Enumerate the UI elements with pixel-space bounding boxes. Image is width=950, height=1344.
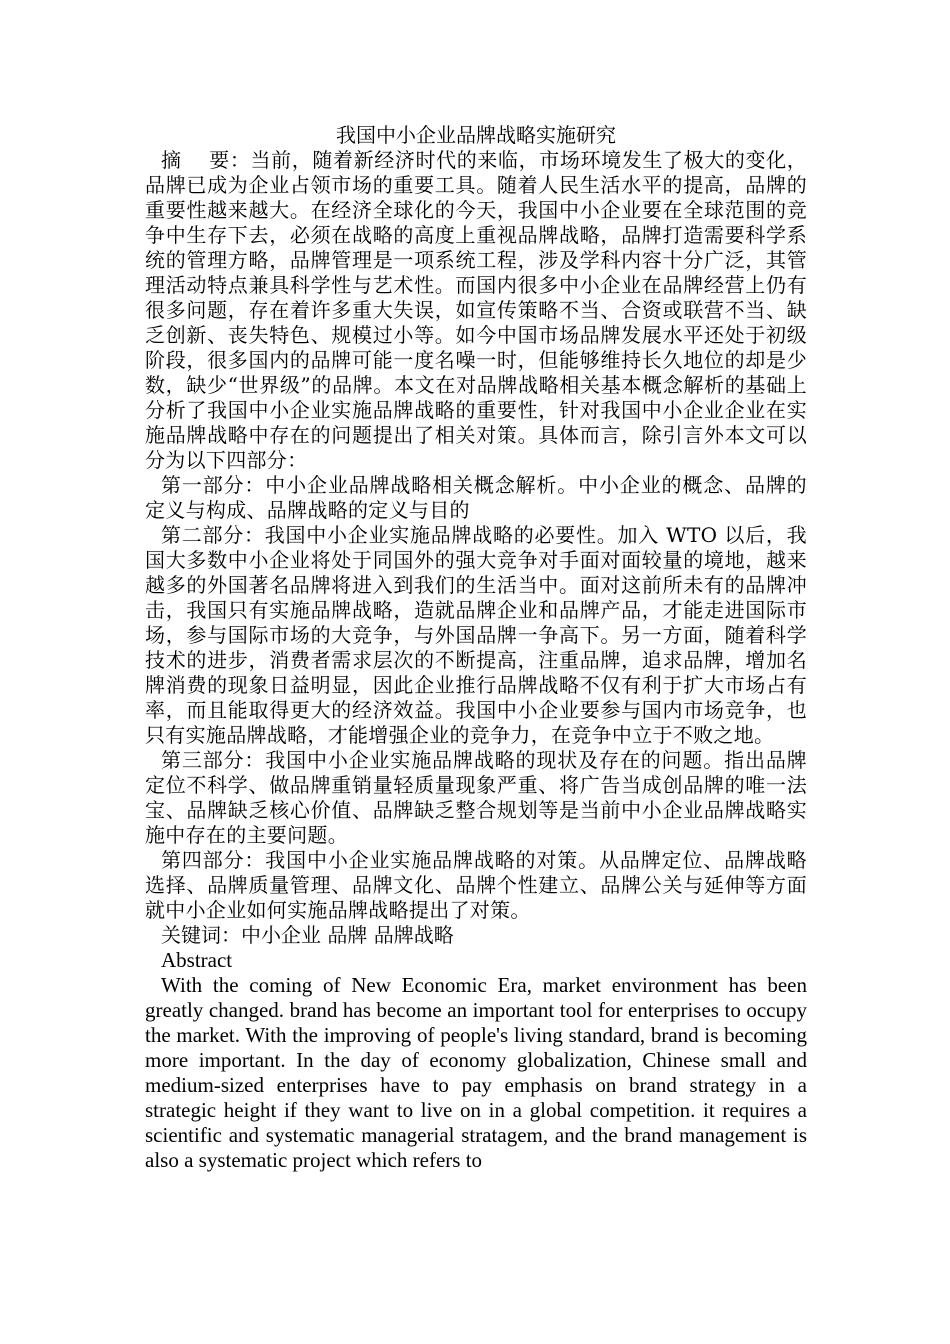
part-two-paragraph: 第二部分：我国中小企业实施品牌战略的必要性。加入 WTO 以后，我国大多数中小企业将处于同国外的强大竞争对手面对面较量的境地，越来越多的外国著名品牌将进入到我们的生活当中。面对这前所未有的品牌冲击，我国只有实施品牌战略，造就品牌企业和品牌产品，才能走进国际市场，参与国际市场的大竞争，与外国品牌一争高下。另一方面，随着科学技术的进步，消费者需求层次的不断提高，注重品牌，追求品牌，增加名牌消费的现象日益明显，因此企业推行品牌战略不仅有利于扩大市场占有率，而且能取得更大的经济效益。我国中小企业要参与国内市场竞争，也只有实施品牌战略，才能增强企业的竞争力，在竞争中立于不败之地。 [145,523,807,747]
part-one-paragraph: 第一部分：中小企业品牌战略相关概念解析。中小企业的概念、品牌的定义与构成、品牌战略的定义与目的 [145,473,807,522]
document-title: 我国中小企业品牌战略实施研究 [336,123,616,147]
part-four-paragraph: 第四部分：我国中小企业实施品牌战略的对策。从品牌定位、品牌战略选择、品牌质量管理、品牌文化、品牌个性建立、品牌公关与延伸等方面就中小企业如何实施品牌战略提出了对策。 [145,848,807,922]
abstract-cn-paragraph: 摘 要：当前，随着新经济时代的来临，市场环境发生了极大的变化，品牌已成为企业占领市场的重要工具。随着人民生活水平的提高，品牌的重要性越来越大。在经济全球化的今天，我国中小企业要在全球范围的竞争中生存下去，必须在战略的高度上重视品牌战略，品牌打造需要科学系统的管理方略，品牌管理是一项系统工程，涉及学科内容十分广泛，其管理活动特点兼具科学性与艺术性。而国内很多中小企业在品牌经营上仍有很多问题，存在着许多重大失误，如宣传策略不当、合资或联营不当、缺乏创新、丧失特色、规模过小等。如今中国市场品牌发展水平还处于初级阶段，很多国内的品牌可能一度名噪一时，但能够维持长久地位的却是少数，缺少“世界级”的品牌。本文在对品牌战略相关基本概念解析的基础上分析了我国中小企业实施品牌战略的重要性，针对我国中小企业企业在实施品牌战略中存在的问题提出了相关对策。具体而言，除引言外本文可以分为以下四部分： [145,148,807,472]
abstract-en-paragraph: With the coming of New Economic Era, market environment has been greatly changed. brand has become an important tool for enterprises to occupy the market. With the improving of people's living standard, brand is becoming more important. In the day of economy globalization, Chinese small and medium-sized enterprises have to pay emphasis on brand strategy in a strategic height if they want to live on in a global competition. it requires a scientific and systematic managerial stratagem, and the brand management is also a systematic project which refers to [145,973,807,1172]
abstract-en-heading: Abstract [161,948,233,972]
part-three-paragraph: 第三部分：我国中小企业实施品牌战略的现状及存在的问题。指出品牌定位不科学、做品牌重销量轻质量现象严重、将广告当成创品牌的唯一法宝、品牌缺乏核心价值、品牌缺乏整合规划等是当前中小企业品牌战略实施中存在的主要问题。 [145,748,807,847]
keywords-line: 关键词：中小企业 品牌 品牌战略 [161,923,454,947]
document-body [145,123,807,1173]
